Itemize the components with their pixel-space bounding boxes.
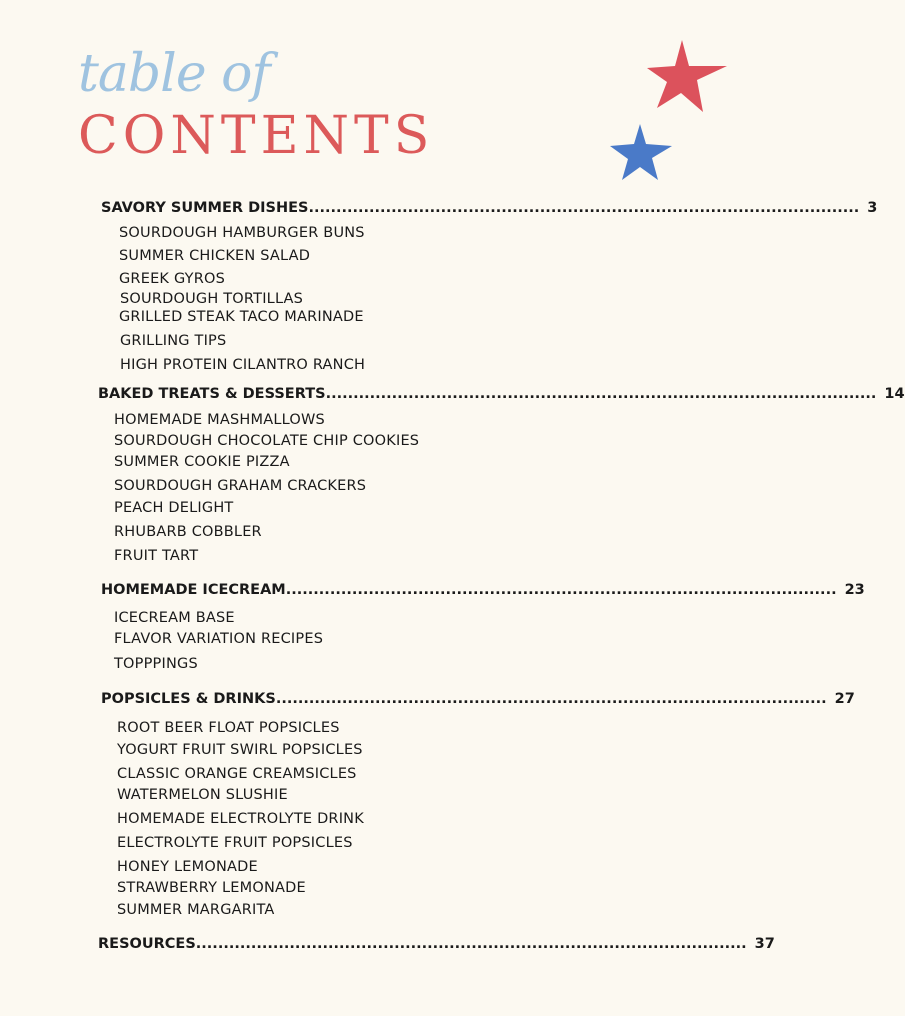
blue-star-icon [608, 122, 674, 182]
red-star-icon [645, 38, 729, 116]
section-page-number: 23 [844, 582, 865, 598]
title-script: table of [78, 44, 270, 104]
toc-section-popsicles-drinks[interactable] [101, 691, 855, 707]
toc-item[interactable]: SOURDOUGH GRAHAM CRACKERS [114, 478, 367, 494]
dot-leader: .................................................................................................... [325, 386, 877, 402]
section-page-number: 27 [834, 691, 855, 707]
toc-section-baked-treats-desserts[interactable] [98, 386, 905, 402]
toc-section-homemade-icecream[interactable] [101, 582, 865, 598]
section-page-number: 37 [754, 936, 775, 952]
toc-item[interactable]: HOMEMADE MASHMALLOWS [114, 412, 325, 428]
section-label: BAKED TREATS & DESSERTS [98, 386, 326, 402]
section-label: SAVORY SUMMER DISHES [101, 200, 309, 216]
page-title: CONTENTS [78, 106, 435, 166]
toc-item[interactable]: SUMMER COOKIE PIZZA [114, 454, 290, 470]
toc-item[interactable]: SUMMER MARGARITA [117, 902, 275, 918]
toc-item[interactable]: CLASSIC ORANGE CREAMSICLES [117, 766, 357, 782]
toc-item[interactable]: SOURDOUGH HAMBURGER BUNS [119, 225, 365, 241]
toc-item[interactable]: WATERMELON SLUSHIE [117, 787, 288, 803]
toc-item[interactable]: ICECREAM BASE [114, 610, 235, 626]
section-label: POPSICLES & DRINKS [101, 691, 276, 707]
dot-leader: .................................................................................................... [195, 936, 747, 952]
toc-item[interactable]: GRILLED STEAK TACO MARINADE [119, 309, 364, 325]
toc-item[interactable]: GREEK GYROS [119, 271, 226, 287]
section-page-number: 14 [884, 386, 905, 402]
toc-item[interactable]: GRILLING TIPS [120, 333, 227, 349]
toc-item[interactable]: RHUBARB COBBLER [114, 524, 262, 540]
toc-item[interactable]: HOMEMADE ELECTROLYTE DRINK [117, 811, 364, 827]
toc-item[interactable]: SOURDOUGH CHOCOLATE CHIP COOKIES [114, 433, 420, 449]
dot-leader: .................................................................................................... [308, 200, 860, 216]
toc-item[interactable]: TOPPPINGS [114, 656, 198, 672]
toc-item[interactable]: PEACH DELIGHT [114, 500, 234, 516]
dot-leader: .................................................................................................... [285, 582, 837, 598]
dot-leader: .................................................................................................... [275, 691, 827, 707]
toc-item[interactable]: HONEY LEMONADE [117, 859, 258, 875]
toc-item[interactable]: FRUIT TART [114, 548, 199, 564]
toc-item[interactable]: YOGURT FRUIT SWIRL POPSICLES [117, 742, 363, 758]
toc-item[interactable]: ROOT BEER FLOAT POPSICLES [117, 720, 340, 736]
section-label: HOMEMADE ICECREAM [101, 582, 286, 598]
toc-section-resources[interactable] [98, 936, 775, 952]
section-page-number: 3 [867, 200, 878, 216]
toc-item[interactable]: SOURDOUGH TORTILLAS [120, 291, 304, 307]
section-label: RESOURCES [98, 936, 196, 952]
toc-item[interactable]: ELECTROLYTE FRUIT POPSICLES [117, 835, 353, 851]
toc-section-savory-summer-dishes[interactable] [101, 200, 878, 216]
toc-item[interactable]: STRAWBERRY LEMONADE [117, 880, 306, 896]
toc-item[interactable]: FLAVOR VARIATION RECIPES [114, 631, 324, 647]
toc-item[interactable]: HIGH PROTEIN CILANTRO RANCH [120, 357, 366, 373]
toc-item[interactable]: SUMMER CHICKEN SALAD [119, 248, 311, 264]
